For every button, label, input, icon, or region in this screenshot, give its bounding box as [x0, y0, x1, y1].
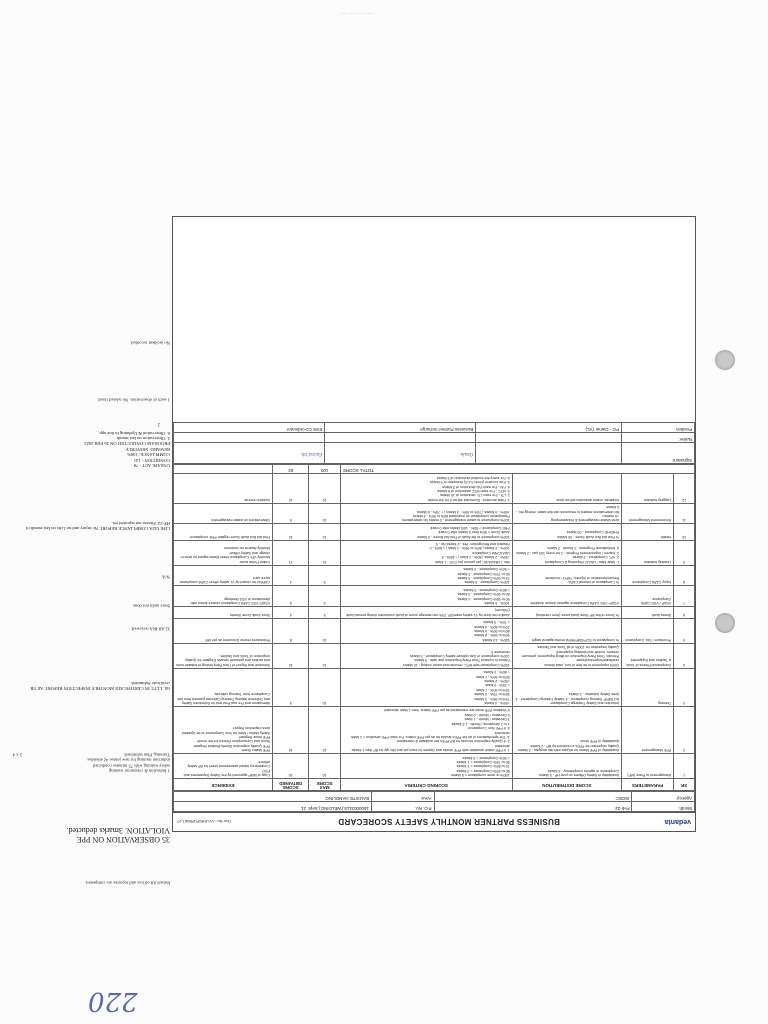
cell-sr: 12 — [674, 474, 695, 503]
cell-score-distribution: Availability of PPE Marks for all jobs with risk analysis - 2 Marks Quality Inspection for PPEs in received by BP - 2 Marks Availability of PPE stock — [512, 707, 621, 754]
cell-sr: 6 — [674, 606, 695, 618]
cell-sr: 10 — [674, 524, 695, 540]
cell-evidence: Procedures review Document as per MR — [174, 618, 273, 643]
table-row — [174, 606, 695, 618]
cell-evidence: CAPA to be closed by VL safety officer CAPA compliance score card — [174, 565, 273, 586]
col-parameters: PARAMETERS — [622, 779, 674, 791]
cell-score-obtained: 5 — [273, 586, 309, 607]
cell-scoring-criteria: Audit to be done by VL safety team/SP, 75% min average score of Audit conducted during annual Audit (%Score) — [340, 606, 512, 618]
table-row — [174, 540, 695, 565]
cell-max-score: 15 — [309, 540, 340, 565]
annotation-ppe: 35 OBSERVATION ON PPE VIOLATION. 3marks deducted. — [66, 826, 170, 844]
score-table — [173, 464, 695, 791]
cell-score-obtained: 10 — [273, 754, 309, 779]
table-row — [174, 707, 695, 754]
cell-score-distribution: % compliance to SOP/SMP/HIRA review against target — [512, 618, 621, 643]
cell-score-distribution: 100% equipment to be free of tool, valid fitness certificate/inspection/repair. Periodic Third Party Inspection on lifting equipment, pressure vessels, mobile and welding equipment. Quality inspection for 100% of all Tools and Tackles — [512, 643, 621, 668]
cell-evidence: Incident records — [174, 474, 273, 503]
page-number: 220 — [88, 986, 138, 1016]
col-score-obtained: SCORE OBTAINED — [273, 779, 309, 791]
annotation-training-score: 2 x 4 — [12, 752, 22, 758]
total-label: TOTAL SCORE — [340, 465, 694, 474]
cell-sr: 3 — [674, 668, 695, 706]
annotation-injury: LIFE UDA COMPLIANCE REPORT. No injury and no Lifts on last month of HP-22. Fitness not reported yet. — [25, 520, 170, 531]
annotation-health: 2 — [157, 422, 160, 428]
col-score-distribution: SCORE DISTRIBUTION — [512, 779, 621, 791]
cell-parameter: Lagging Indicator — [622, 474, 674, 503]
cell-score-obtained: 10 — [273, 707, 309, 754]
meta-table — [173, 791, 695, 812]
annotation-lagging: No incident recorded. — [130, 340, 170, 346]
cell-scoring-criteria: >95% - 4 Marks 75% to 95% - 3 Marks 50% to 75% - 2 Marks 25% to 50% - 1 Mark < 25% - 0 Mark >90% - 2 Marks 80% to 90% - 1 Mark < 80% - 0 Marks — [340, 668, 512, 706]
total-max: 100 — [309, 465, 340, 474]
cell-scoring-criteria: 1. Fatal accident - Scorecard will be 0 for the month 2. LTI - For each LTI, deduction of 10 Marks 3. MTC - For each MTC deduction of 5 Marks 4. FAI - For each FAI deduction of 2 Marks 5. Env. Incident (Level 3,4,5) deduction of 5 Marks 6. For every fire incident deduction of 5 Marks — [340, 474, 512, 503]
vedanta-logo: vedanta — [664, 818, 691, 826]
cell-scoring-criteria: 100% Compliance - 5 Marks 75 to 99% Compliance - 3 Marks 50 to 75% Compliance - 2 Marks < 50% Compliance - 0 Marks — [340, 565, 512, 586]
po-label: P.O. No. — [372, 802, 435, 812]
table-row — [174, 668, 695, 706]
header-scribble: ·········· ···· ····· — [340, 10, 375, 15]
table-row — [174, 524, 695, 540]
month-label: Month: — [632, 802, 695, 812]
cell-parameter: Management to Place (MP) — [622, 754, 674, 779]
po-value: 1600003115,(WELDING),Sept. 21 — [174, 802, 372, 812]
cell-max-score: 5 — [309, 606, 340, 618]
cell-scoring-criteria: 100% or more compliance = 5 Marks 80 to 99% Compliance = 3 Marks 75 to 85% Compliance = 2 Marks 50 to 75% Compliance = 1 Marks < 50% Compliance = 0 Marks — [340, 754, 512, 779]
signature-po-owner: Osala — [325, 443, 476, 464]
total-obtained: 92 — [273, 465, 309, 474]
cell-parameter: Compliance/Fitness of Tools & Tackles and Equipment — [622, 643, 674, 668]
table-row — [174, 503, 695, 524]
cell-max-score: 10 — [309, 707, 340, 754]
cell-score-distribution: 1. Near Miss / UA/UC Reporting & Compliance 2. VFL Compliance - 2 Marks 3. Kaizen / Improvement Projects - 1 for every 100 pax - 2 Marks 4. Motivational Programs - 1 Month - 2 Marks — [512, 540, 621, 565]
cell-score-obtained: 4 — [273, 565, 309, 586]
table-row — [174, 586, 695, 607]
cell-max-score: 10 — [309, 474, 340, 503]
cell-sr: 7 — [674, 586, 695, 607]
cell-score-obtained: 9 — [273, 503, 309, 524]
annotation-environment: 1 each of observation. No related fixed. — [97, 397, 170, 403]
cell-evidence: Copy of MMP approved by the Safety Department and ESO Competency based assessment sheet for BP safety officers — [174, 754, 273, 779]
cell-score-obtained: 13 — [273, 540, 309, 565]
score-rows — [174, 474, 695, 779]
annotation-stores: Store audit not done — [132, 603, 170, 609]
signature-label: Signature: — [622, 443, 695, 464]
cell-scoring-criteria: Min 1 NM/UA/UC per person per GTE - 1 Mark >90% - 2 Marks | 80% - 1 Mark | < 80% - 0 UA/UC/NM Compliance 100% - 2 Marks | 80% to 99% - 1 Mark | < 80% - 0 Reward and Recognition: Yes - 2 Marks No - 0 — [340, 540, 512, 565]
table-row — [174, 643, 695, 668]
cell-max-score: 10 — [309, 643, 340, 668]
cell-evidence: Store Audit Score Sheets — [174, 606, 273, 618]
punch-hole-bottom — [715, 613, 735, 633]
punch-hole-top — [715, 350, 735, 370]
cell-score-distribution: % First Aid Box Audit Score - 05 Marks PHE/IHE Compliance - 05 Marks — [512, 524, 621, 540]
cell-max-score: 10 — [309, 524, 340, 540]
doc-number: Doc No.: VL/JHR/FORMAT-27 — [177, 819, 231, 825]
cell-score-obtained: 10 — [273, 474, 309, 503]
cell-score-distribution: Incidents, marks deduction will be done — [512, 474, 621, 503]
area-label: Area: — [372, 792, 435, 802]
cell-score-obtained: 10 — [273, 643, 309, 668]
col-scoring-criteria: SCORING CRITERIA — [340, 779, 512, 791]
cell-score-obtained: 4 — [273, 606, 309, 618]
signature-table — [173, 422, 695, 464]
signature-business-partner: Faizul hh. — [174, 443, 325, 464]
cell-parameter: Leading Indicator — [622, 540, 674, 565]
annotation-tools: fill, LLTT, IN CERTIFICATE MONTHLY INSPECTION REPORT. All TB certificate Submitted. — [30, 680, 170, 691]
col-evidence: EVIDENCE — [174, 779, 273, 791]
cell-parameter: Health — [622, 524, 674, 540]
cell-sr: 5 — [674, 618, 695, 643]
table-row — [174, 754, 695, 779]
cell-score-obtained: 8 — [273, 618, 309, 643]
cell-parameter: Procedure / Std. Compliance — [622, 618, 674, 643]
cell-score-obtained: 9 — [273, 668, 309, 706]
cell-scoring-criteria: 100% Compliance with MTC, records and colour coding - 10 Marks Failure to conduct Third Party Inspection due date - 5 Marks 100% compliance of Gas cylinder safety Compliance - 5 Marks otherwise 0 — [340, 643, 512, 668]
cell-scoring-criteria: 100% - 5 Marks 90 to 99% Compliance - 4 Marks 80 to 90% Compliance - 3 Marks < 80% Compliance - 0 Marks — [340, 586, 512, 607]
cell-scoring-criteria: 100% compliance to waste management - 0 marks No observations Participation compliance on evaluated 80% to 90% - 3 Marks >95% - 5 Marks | 75% to 95% - 3 Marks | < 75% - 0 Marks — [340, 503, 512, 524]
cell-evidence: Schedule and Report of Third Party testing of suitable tools and tackles and pressure vessels Register for Quality Inspection of Tools and Tackles — [174, 643, 273, 668]
cell-evidence: Attendance and Pre and Post test for Scheduled Safety and Technical training Training Calendar planned from site Compliance from Training calendar — [174, 668, 273, 706]
cell-score-distribution: Area Waste management & Housekeeping <5 marks> No observations related to resources use like water, energy etc. - 5 Marks — [512, 503, 621, 524]
cell-score-distribution: VSAP/ VSS CAPA Compliance against closure deadline — [512, 586, 621, 607]
cell-evidence: Online Portal score Monthly VFL Compliance sheet Marks signed by Area In charge and Safety Officer Monthly Awards for workmen — [174, 540, 273, 565]
month-value: Feb-22 — [434, 802, 632, 812]
cell-evidence: Observations on waste management — [174, 503, 273, 524]
position-business-partner: Business Partner Incharge — [325, 423, 476, 433]
cell-sr: 2 — [674, 707, 695, 754]
table-row — [174, 474, 695, 503]
position-po-owner: PO - Owner (VL) — [476, 423, 622, 433]
cell-parameter: Training — [622, 668, 674, 706]
cell-max-score: 10 — [309, 668, 340, 706]
cell-sr: 4 — [674, 643, 695, 668]
cell-evidence: First Aid Box Audit Score register PHE compliance — [174, 524, 273, 540]
col-sr: SR — [674, 779, 695, 791]
agency-value: ISGEC — [434, 792, 632, 802]
cell-scoring-criteria: 100% compliance to the Audit of First Aid Boxes - 5 Marks Audit Score > 90% then 5 Marks else 0 mark PHE Compliance > 90% - 10/5 Marks else 0 mark — [340, 524, 512, 540]
doc-title: BUSINESS PARTNER MONTHLY SAFETY SCORECARD — [338, 817, 560, 827]
position-ess-coordinator: ESS Co-ordinator — [174, 423, 325, 433]
cell-evidence: PPE Matrix Sheet PPE Quality Inspection Sheets Related Register Stock and Consumption Record for the month PPE Issue Register Safety Marks / Mark for Non Compliance to be Updated Area Inspection Report — [174, 707, 273, 754]
table-row — [174, 618, 695, 643]
name-label: Name: — [622, 433, 695, 443]
col-max-score: MAX SCORE — [309, 779, 340, 791]
cell-max-score: 5 — [309, 586, 340, 607]
cell-parameter: VSAP / VSS CAPA Compliance — [622, 586, 674, 607]
annotation-vsap: N/A — [162, 574, 170, 580]
cell-score-obtained: 10 — [273, 524, 309, 540]
table-row — [174, 565, 695, 586]
cell-parameter: PPE Management — [622, 707, 674, 754]
annotation-leading: UNSAFE ACT - 78 CONDITION - 141 COMPLIANCE: 100% REWARD: MONTHLY PROGRAM CONDUCTED ON 26 FEB 2022 2. Observation on last month 6. Observation & Updating in line app — [84, 430, 170, 468]
scorecard-document — [172, 216, 696, 832]
annotation-procedure: 32 All IRA reviewed. — [130, 626, 170, 632]
position-label: Position — [622, 423, 695, 433]
cell-sr: 8 — [674, 565, 695, 586]
cell-score-distribution: Induction and Safety Trainings Compliance: SOTMRP Training compliance - 4 Safety Training Compliance - 4 Area Safety Induction - 2 Marks — [512, 668, 621, 706]
cell-max-score: 10 — [309, 503, 340, 524]
cell-parameter: Injury CAPA Compliance — [622, 565, 674, 586]
annotation-mp: Raised All offices and reportee are competent. — [85, 880, 170, 886]
cell-sr: 9 — [674, 540, 695, 565]
agency-label: Agency: — [632, 792, 695, 802]
total-row — [174, 465, 695, 474]
cell-score-distribution: Availability of Safety Officers on post HP - 5 Marks Compliance to agreed competency - 5 Marks — [512, 754, 621, 779]
cell-score-distribution: % Score of the BP Store Audit score (from checklist) — [512, 606, 621, 618]
cell-scoring-criteria: 100% - 10 Marks 90% to 99% - 8 Marks 80% to 90% - 6 Marks 70% to 80% - 4 Marks < 70% - 0 Marks — [340, 618, 512, 643]
annotation-training: 1 Induction & contractor training safety training with 75 minutes conducted induction training for new joinee 42 attendee. Training, Plan submitted. — [86, 752, 170, 774]
area-value: BAUXITE HANDLING — [174, 792, 372, 802]
doc-header — [173, 812, 695, 831]
cell-max-score: 5 — [309, 565, 340, 586]
cell-sr: 1 — [674, 754, 695, 779]
column-header-row — [174, 779, 695, 791]
cell-max-score: 10 — [309, 754, 340, 779]
cell-parameter: Stores Audit — [622, 606, 674, 618]
cell-evidence: VSAP/ VSS CAPA Compliance closure linked with Attendance of VSS Meetings — [174, 586, 273, 607]
cell-parameter: Environment Management — [622, 503, 674, 524]
cell-max-score: 10 — [309, 618, 340, 643]
cell-sr: 11 — [674, 503, 695, 524]
cell-score-distribution: % Compliance of Internal CAPA Recommendation of injuries / HIPO / Incidents — [512, 565, 621, 586]
cell-scoring-criteria: 1. If PPE match available with PPE stocks and Spares for each job and Mix qty for BP then 1 Marks allocated 2. If Quality Inspection records for BP PPEs are available & maintained 3. The specifications of all the PPEs should be as per PPE matrix. For each PPE deviation = 1 Mark deducted. 4. If PPE Non Compliance 1 to 2 deviations / Month - 1.5 Marks 3 Deviation / Month - 1 Mark 5 Deviation / Month - 0 Mark If Violation PPE tricks are maintained as per PPE Matrix, then 1 Mark allocated — [340, 707, 512, 754]
